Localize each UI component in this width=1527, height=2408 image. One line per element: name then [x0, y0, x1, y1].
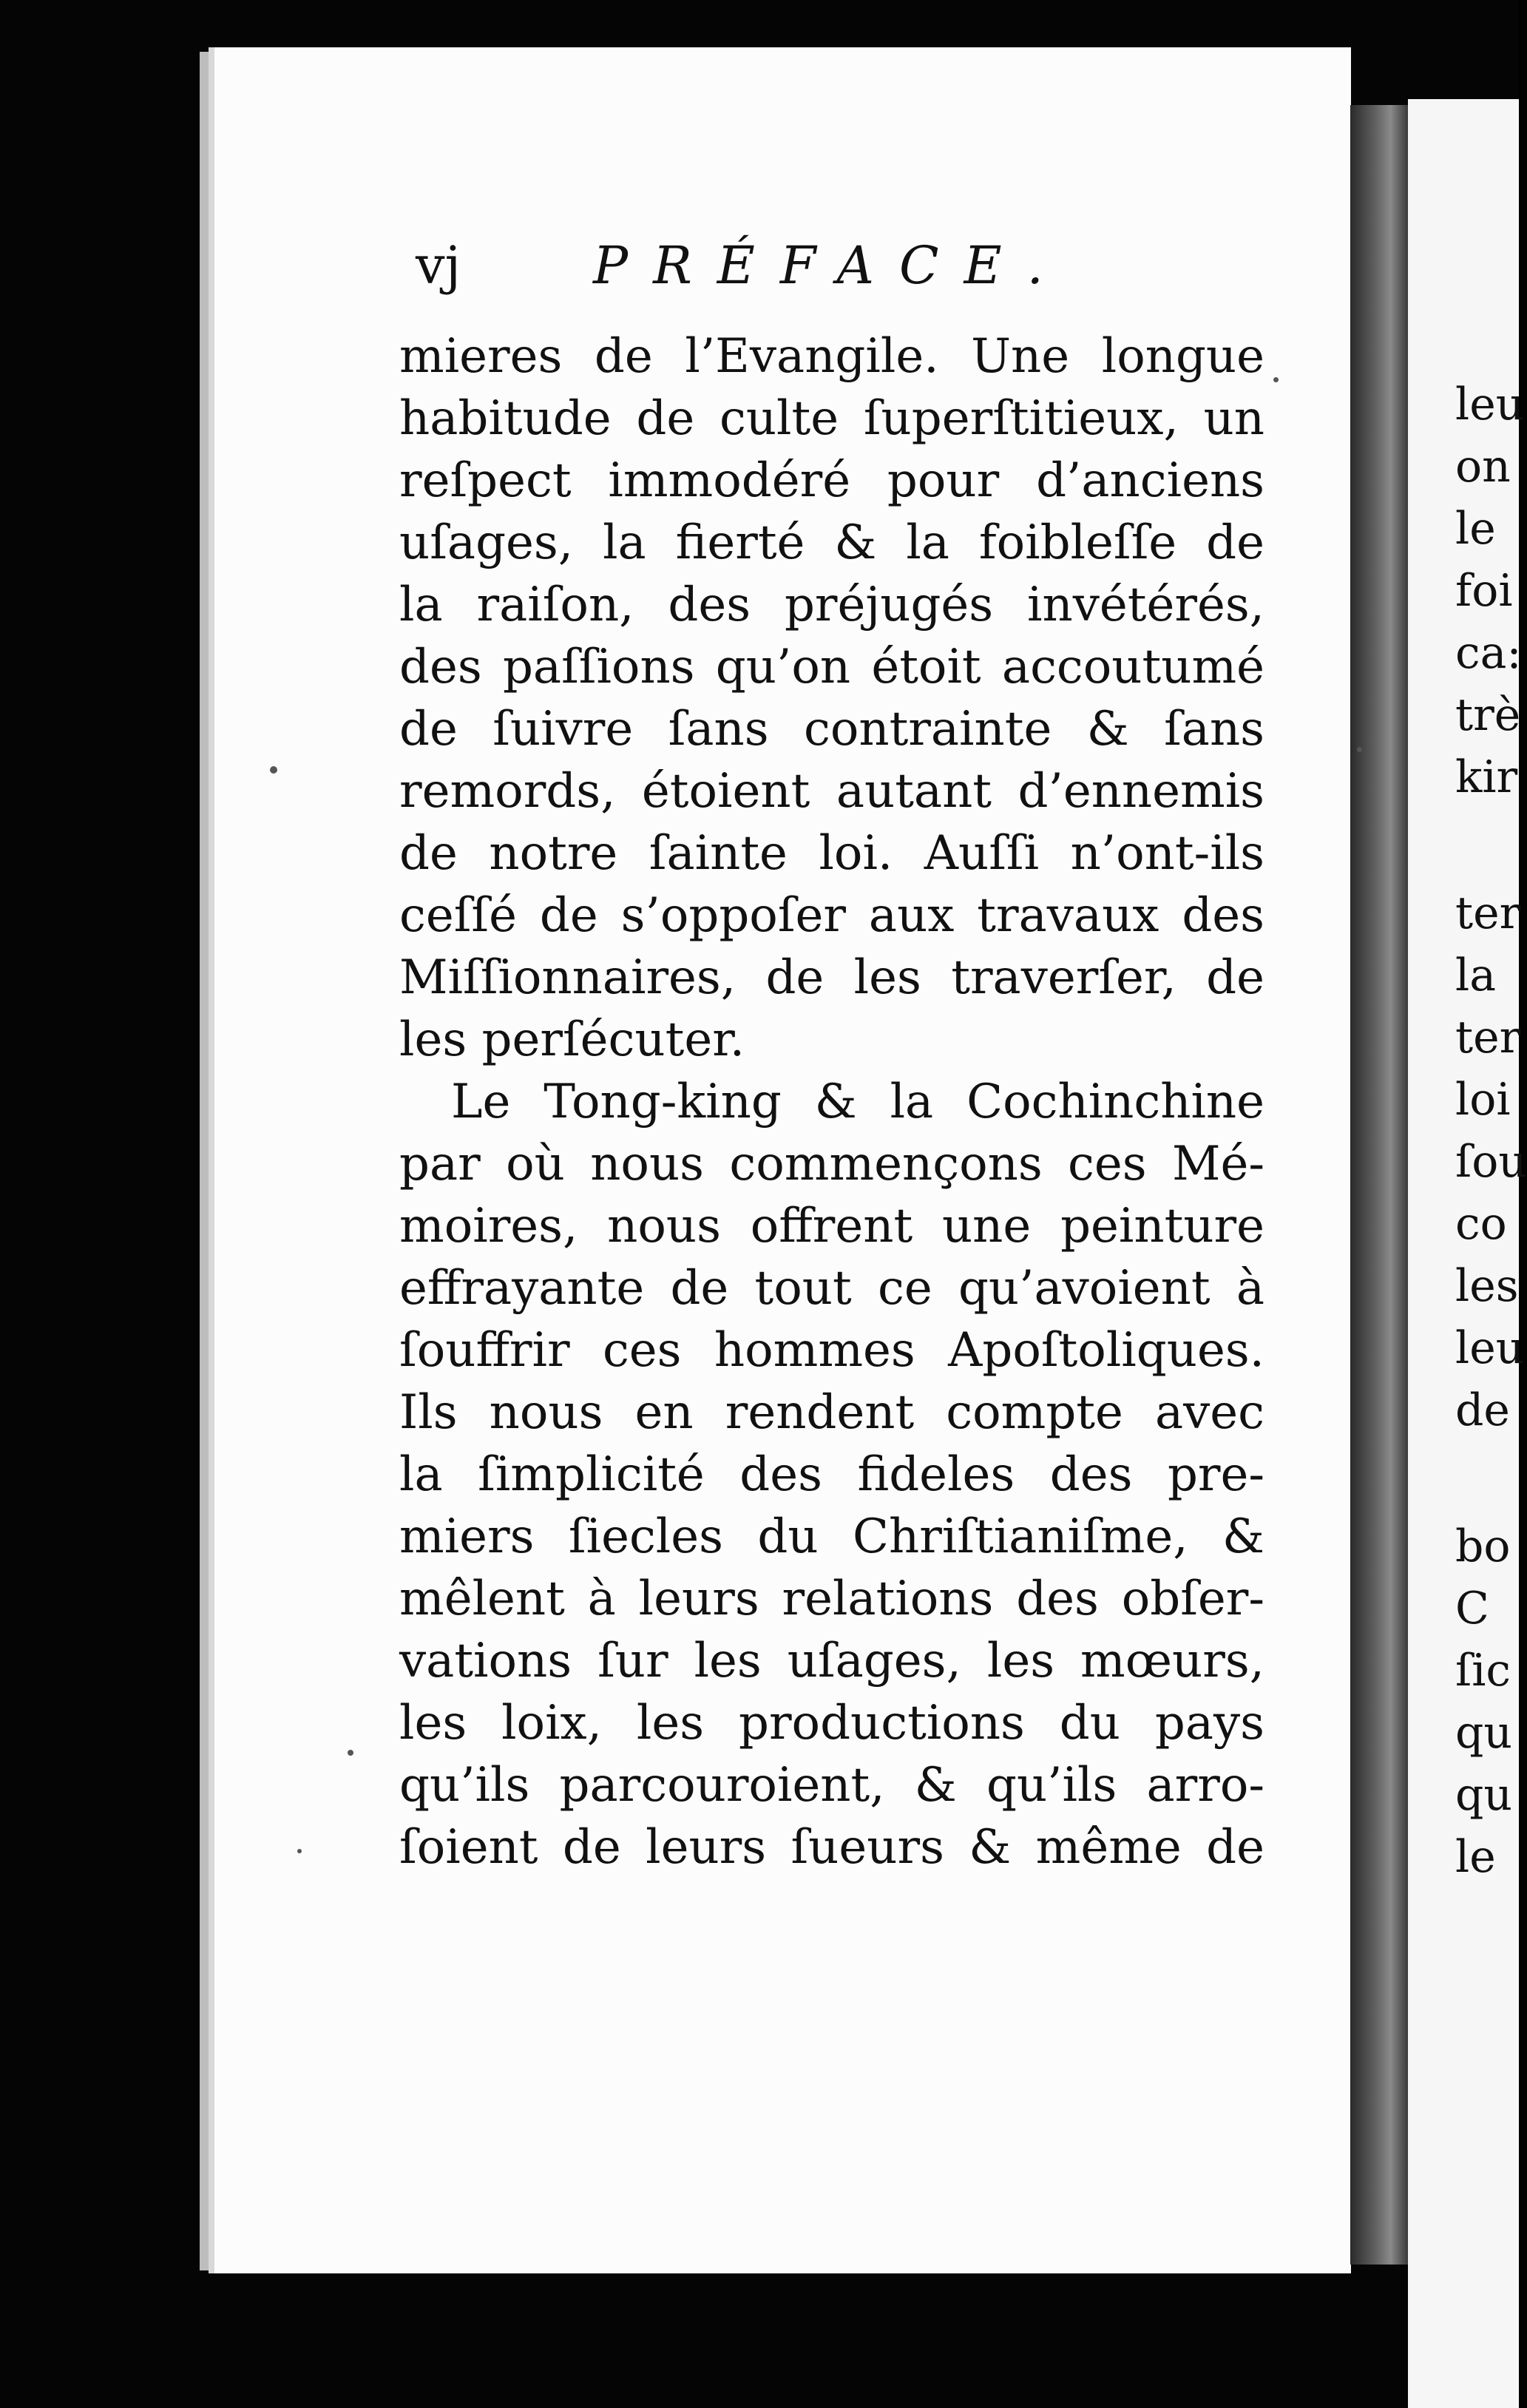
text-line: uſages, la fierté & la foibleſſe de	[399, 515, 1264, 570]
paper-speck	[297, 1849, 302, 1853]
text-line: reſpect immodéré pour d’anciens	[399, 453, 1264, 508]
text-fragment: kir	[1455, 751, 1518, 803]
text-fragment: qu	[1455, 1707, 1513, 1759]
text-line: des paſſions qu’on étoit accoutumé	[399, 640, 1264, 694]
text-fragment: les	[1455, 1260, 1519, 1312]
text-fragment: co	[1455, 1198, 1507, 1250]
text-fragment: on	[1455, 441, 1511, 493]
page-number: vj	[416, 235, 461, 296]
body-text	[399, 325, 1264, 1878]
paper-speck	[348, 1750, 353, 1756]
paragraph-gap	[1455, 808, 1519, 882]
text-line: la raiſon, des préjugés invétérés,	[399, 578, 1264, 632]
paragraph-gap	[1455, 1441, 1519, 1515]
paper-speck	[1357, 747, 1362, 752]
text-line: les loix, les productions du pays	[399, 1696, 1264, 1751]
text-line: Miſſionnaires, de les traverſer, de	[399, 950, 1264, 1005]
text-line: par où nous commençons ces Mé-	[399, 1137, 1264, 1191]
text-line: miers ſiecles du Chriſtianiſme, &	[399, 1509, 1264, 1564]
right-page-text-fragments	[1455, 373, 1527, 1888]
running-head: PRÉFACE.	[593, 235, 1069, 296]
text-fragment: ter	[1455, 887, 1521, 939]
text-line: de ſuivre ſans contrainte & ſans	[399, 702, 1264, 757]
text-line: remords, étoient autant d’ennemis	[399, 764, 1264, 819]
text-line: qu’ils parcouroient, & qu’ils arro-	[399, 1758, 1264, 1813]
text-line: Ils nous en rendent compte avec	[399, 1385, 1264, 1440]
text-fragment: C	[1455, 1583, 1489, 1634]
text-fragment: loi	[1455, 1074, 1511, 1126]
text-line: ceſſé de s’oppoſer aux travaux des	[399, 888, 1264, 943]
text-line: les perſécuter.	[399, 1012, 745, 1067]
text-fragment: ſic	[1455, 1645, 1511, 1697]
text-line: de notre ſainte loi. Auſſi n’ont-ils	[399, 826, 1264, 881]
page-header	[416, 235, 1303, 317]
paper-speck	[1273, 377, 1279, 382]
text-fragment: bo	[1455, 1521, 1511, 1572]
text-line: mieres de l’Evangile. Une longue	[399, 329, 1264, 384]
text-fragment: ca:	[1455, 627, 1522, 679]
text-fragment: de	[1455, 1384, 1510, 1436]
text-line: mêlent à leurs relations des obſer-	[399, 1572, 1264, 1626]
text-line: la ſimplicité des fideles des pre-	[399, 1447, 1264, 1502]
paper-speck	[270, 766, 277, 774]
book-gutter	[1350, 105, 1408, 2265]
text-line: vations ſur les uſages, les mœurs,	[399, 1634, 1264, 1688]
text-line: ſoient de leurs ſueurs & même de	[399, 1820, 1264, 1875]
text-line: Le Tong-king & la Cochinchine	[451, 1075, 1264, 1129]
text-fragment: trè	[1455, 689, 1521, 741]
text-fragment: le	[1455, 1831, 1496, 1883]
text-fragment: la	[1455, 950, 1496, 1001]
text-fragment: ſou	[1455, 1136, 1527, 1188]
text-fragment: le	[1455, 503, 1496, 555]
text-fragment: leu	[1455, 1322, 1525, 1374]
text-line: moires, nous offrent une peinture	[399, 1199, 1264, 1254]
text-line: ſouffrir ces hommes Apoſtoliques.	[399, 1323, 1264, 1378]
text-fragment: foi	[1455, 565, 1513, 617]
text-fragment: qu	[1455, 1769, 1513, 1821]
text-fragment: ter	[1455, 1012, 1521, 1063]
text-line: habitude de culte ſuperſtitieux, un	[399, 391, 1264, 446]
text-fragment: leu	[1455, 379, 1525, 430]
text-line: effrayante de tout ce qu’avoient à	[399, 1261, 1264, 1316]
